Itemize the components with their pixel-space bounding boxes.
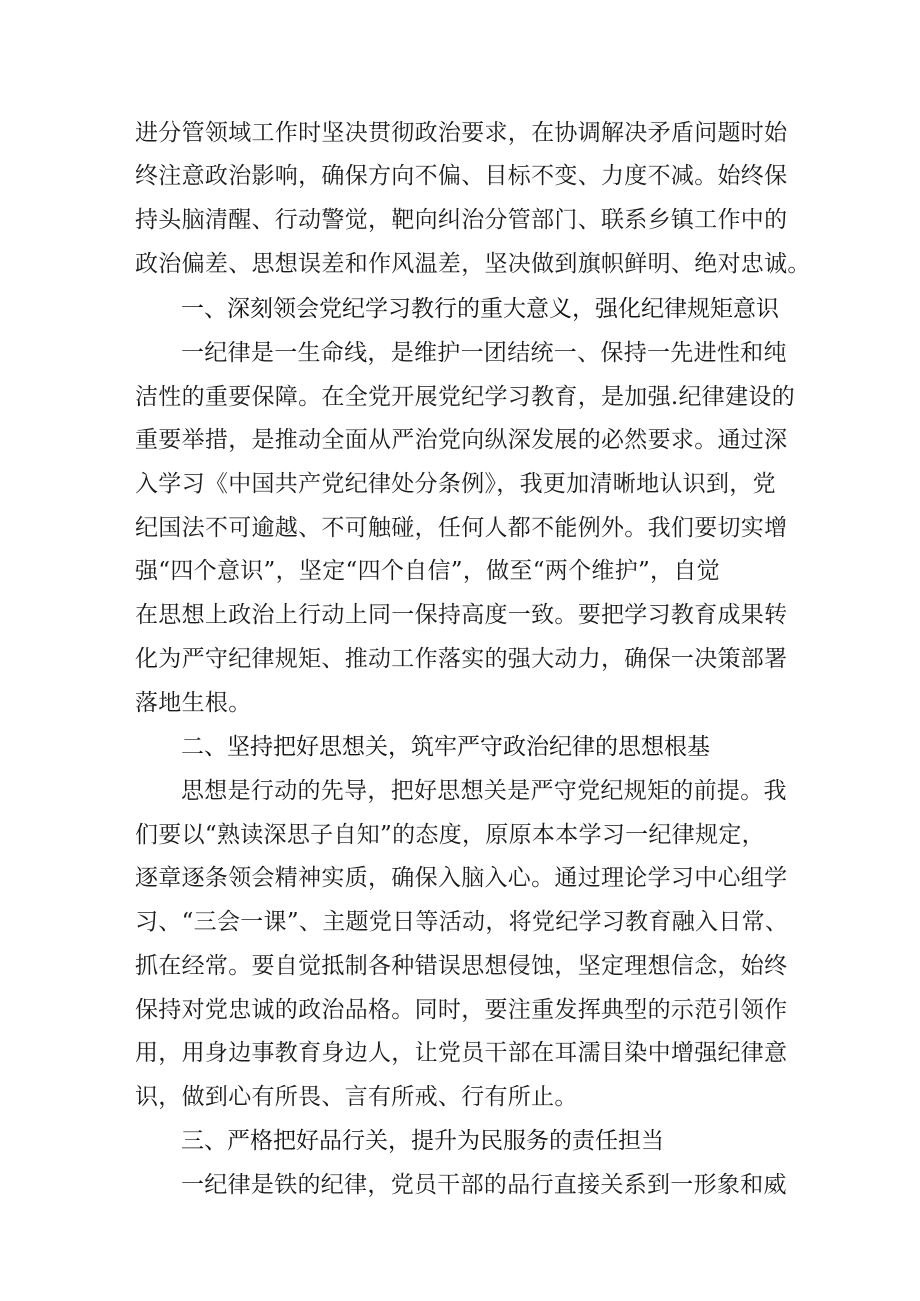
section-2-line-1: 思想是行动的先导，把好思想关是严守党纪规矩的前提。我 xyxy=(181,778,787,804)
section-1-line-6: 强“四个意识”，坚定“四个自信”，做至“两个维护”，自觉 xyxy=(135,558,720,584)
section-2-line-7: 用，用身边事教育身边人，让党员干部在耳濡目染中增强纪律意 xyxy=(135,1040,788,1066)
section-2-line-3: 逐章逐条领会精神实质，确保入脑入心。通过理论学习中心组学 xyxy=(135,865,788,891)
intro-line-2: 终注意政治影响，确保方向不偏、目标不变、力度不减。始终保 xyxy=(135,163,788,189)
section-1-heading: 一、深刻领会党纪学习教行的重大意义，强化纪律规矩意识 xyxy=(181,296,779,322)
section-1-line-5: 纪国法不可逾越、不可触碰，任何人都不能例外。我们要切实增 xyxy=(135,515,788,541)
section-1-line-1: 一纪律是一生命线，是维护一团结统一、保持一先进性和纯 xyxy=(181,340,787,366)
section-3-heading: 三、严格把好品行关，提升为民服务的责任担当 xyxy=(181,1128,664,1154)
intro-line-1: 进分管领域工作时坚决贯彻政治要求，在协调解决矛盾问题时始 xyxy=(135,120,788,146)
section-2-line-2: 们要以“熟读深思子自知”的态度，原原本本学习一纪律规定， xyxy=(135,822,765,848)
section-1-line-7: 在思想上政治上行动上同一保持高度一致。要把学习教育成果转 xyxy=(135,602,788,628)
section-1-line-2: 洁性的重要保障。在全党开展党纪学习教育，是加强.纪律建设的 xyxy=(135,384,796,410)
section-2-heading: 二、坚持把好思想关，筑牢严守政治纪律的思想根基 xyxy=(181,734,710,760)
section-1-line-9: 落地生根。 xyxy=(135,690,252,716)
section-1-line-8: 化为严守纪律规矩、推动工作落实的强大动力，确保一决策部署 xyxy=(135,646,788,672)
section-3-line-1: 一纪律是铁的纪律，党员干部的品行直接关系到一形象和威 xyxy=(181,1172,787,1198)
section-2-line-8: 识，做到心有所畏、言有所戒、行有所止。 xyxy=(135,1084,578,1110)
intro-line-4: 政治偏差、思想误差和作风温差，坚决做到旗帜鲜明、绝对忠诚。 xyxy=(135,251,811,277)
section-2-line-6: 保持对党忠诚的政治品格。同时，要注重发挥典型的示范引领作 xyxy=(135,997,788,1023)
intro-line-3: 持头脑清醒、行动警觉，靶向纠治分管部门、联系乡镇工作中的 xyxy=(135,207,788,233)
section-2-line-4: 习、“三会一课”、主题党日等活动，将党纪学习教育融入日常、 xyxy=(135,909,789,935)
section-1-line-4: 入学习《中国共产党纪律处分条例》，我更加清晰地认识到，党 xyxy=(135,471,776,497)
section-1-line-3: 重要举措，是推动全面从严治党向纵深发展的必然要求。通过深 xyxy=(135,427,788,453)
section-2-line-5: 抓在经常。要自觉抵制各种错误思想侵蚀，坚定理想信念，始终 xyxy=(135,953,788,979)
